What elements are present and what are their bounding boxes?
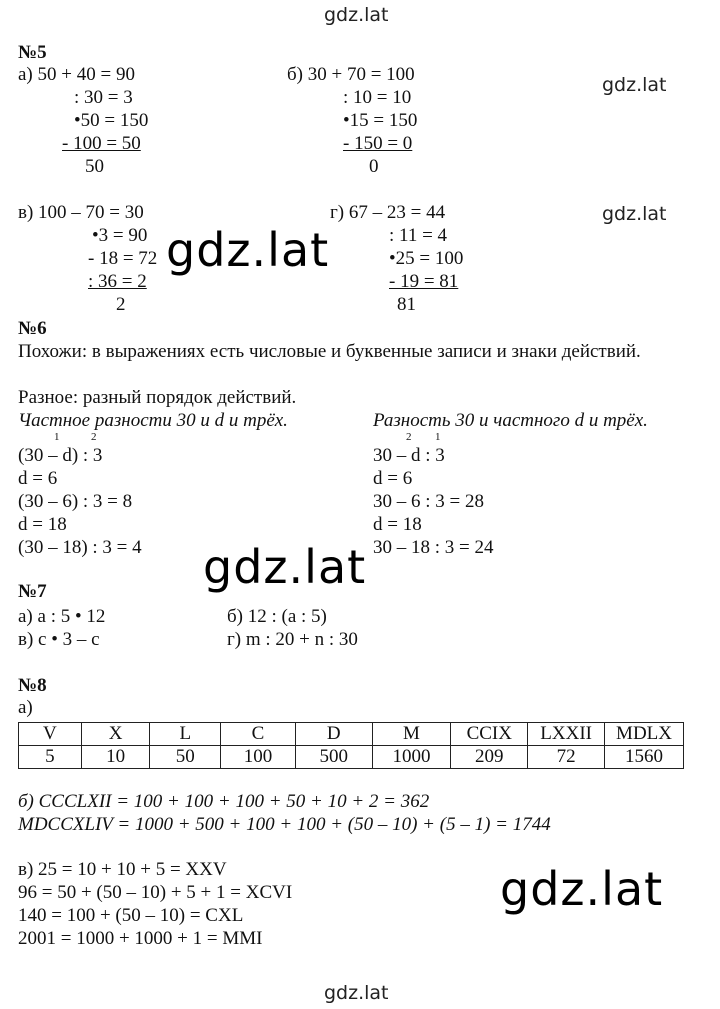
task-5b-line: : 10 = 10	[343, 87, 412, 108]
table-row	[19, 723, 684, 746]
table-cell: 72	[528, 746, 605, 769]
task-5v-line: - 18 = 72	[88, 248, 158, 269]
task-8v-line: 140 = 100 + (50 – 10) = CXL	[18, 905, 244, 926]
table-cell: LXXII	[528, 723, 605, 746]
task-6-left-line: d = 18	[18, 514, 67, 535]
watermark: gdz.lat	[602, 74, 667, 96]
order-mark: 2	[91, 431, 97, 443]
table-cell: CCIX	[451, 723, 528, 746]
task-5g-result: 81	[397, 294, 416, 315]
task-6-right-line: 30 – 6 : 3 = 28	[373, 491, 484, 512]
task-5g-line: - 19 = 81	[389, 271, 459, 292]
task-5a-line: •50 = 150	[74, 110, 149, 131]
task-6-right-line: d = 6	[373, 468, 413, 489]
task-6-left-heading: Частное разности 30 и d и трёх.	[18, 410, 288, 431]
task-6-different: Разное: разный порядок действий.	[18, 387, 297, 408]
table-cell: 5	[19, 746, 82, 769]
task-7v: в) c • 3 – c	[18, 629, 100, 650]
table-cell: C	[221, 723, 296, 746]
order-mark: 1	[54, 431, 60, 443]
table-cell: L	[150, 723, 221, 746]
task-6-right-line: 30 – d : 3	[373, 445, 445, 466]
watermark: gdz.lat	[602, 203, 667, 225]
task-7b: б) 12 : (a : 5)	[227, 606, 327, 627]
task-5v-line: : 36 = 2	[88, 271, 147, 292]
task-5g-line: г) 67 – 23 = 44	[330, 202, 446, 223]
task-5b-line: •15 = 150	[343, 110, 418, 131]
task-8a-label: а)	[18, 697, 33, 718]
task-5a-line: - 100 = 50	[62, 133, 141, 154]
task-5b-line: - 150 = 0	[343, 133, 413, 154]
task-6-left-line: (30 – d) : 3	[18, 445, 103, 466]
task-6-left-line: d = 6	[18, 468, 58, 489]
table-cell: V	[19, 723, 82, 746]
task-6-title: №6	[18, 318, 47, 339]
table-cell: 1560	[605, 746, 684, 769]
task-6-right-line: 30 – 18 : 3 = 24	[373, 537, 494, 558]
task-7-title: №7	[18, 581, 47, 602]
table-cell: 50	[150, 746, 221, 769]
task-8v-line: в) 25 = 10 + 10 + 5 = XXV	[18, 859, 227, 880]
task-6-right-line: d = 18	[373, 514, 422, 535]
order-mark: 2	[406, 431, 412, 443]
watermark: gdz.lat	[324, 982, 389, 1004]
table-cell: M	[372, 723, 451, 746]
watermark-large: gdz.lat	[203, 540, 367, 594]
table-cell: 100	[221, 746, 296, 769]
task-5a-result: 50	[85, 156, 104, 177]
task-8-title: №8	[18, 675, 47, 696]
task-6-left-line: (30 – 6) : 3 = 8	[18, 491, 133, 512]
task-5v-line: в) 100 – 70 = 30	[18, 202, 144, 223]
table-cell: 1000	[372, 746, 451, 769]
task-8v-line: 96 = 50 + (50 – 10) + 5 + 1 = XCVI	[18, 882, 293, 903]
task-5-title: №5	[18, 42, 47, 63]
order-mark: 1	[435, 431, 441, 443]
task-7g: г) m : 20 + n : 30	[227, 629, 358, 650]
task-6-right-heading: Разность 30 и частного d и трёх.	[373, 410, 648, 431]
table-cell: X	[81, 723, 150, 746]
watermark: gdz.lat	[324, 4, 389, 26]
task-8b-line: MDCCXLIV = 1000 + 500 + 100 + 100 + (50 – 10) + (5 – 1) = 1744	[18, 814, 551, 835]
watermark-large: gdz.lat	[166, 223, 330, 277]
task-5v-line: •3 = 90	[92, 225, 148, 246]
task-5a-line: : 30 = 3	[74, 87, 133, 108]
table-cell: MDLX	[605, 723, 684, 746]
task-5b-result: 0	[369, 156, 379, 177]
table-cell: 500	[295, 746, 372, 769]
roman-numerals-table	[18, 722, 684, 769]
task-6-left-line: (30 – 18) : 3 = 4	[18, 537, 142, 558]
table-cell: D	[295, 723, 372, 746]
table-cell: 209	[451, 746, 528, 769]
watermark-large: gdz.lat	[500, 862, 664, 916]
task-6-similar: Похожи: в выражениях есть числовые и буквенные записи и знаки действий.	[18, 341, 641, 362]
task-5g-line: : 11 = 4	[389, 225, 448, 246]
task-8v-line: 2001 = 1000 + 1000 + 1 = MMI	[18, 928, 263, 949]
task-7a: а) a : 5 • 12	[18, 606, 106, 627]
task-5b-line: б) 30 + 70 = 100	[287, 64, 415, 85]
table-row	[19, 746, 684, 769]
task-5a-line: а) 50 + 40 = 90	[18, 64, 135, 85]
table-cell: 10	[81, 746, 150, 769]
task-5g-line: •25 = 100	[389, 248, 464, 269]
task-8b-line: б) CCCLXII = 100 + 100 + 100 + 50 + 10 + 2 = 362	[18, 791, 430, 812]
task-5v-result: 2	[116, 294, 126, 315]
